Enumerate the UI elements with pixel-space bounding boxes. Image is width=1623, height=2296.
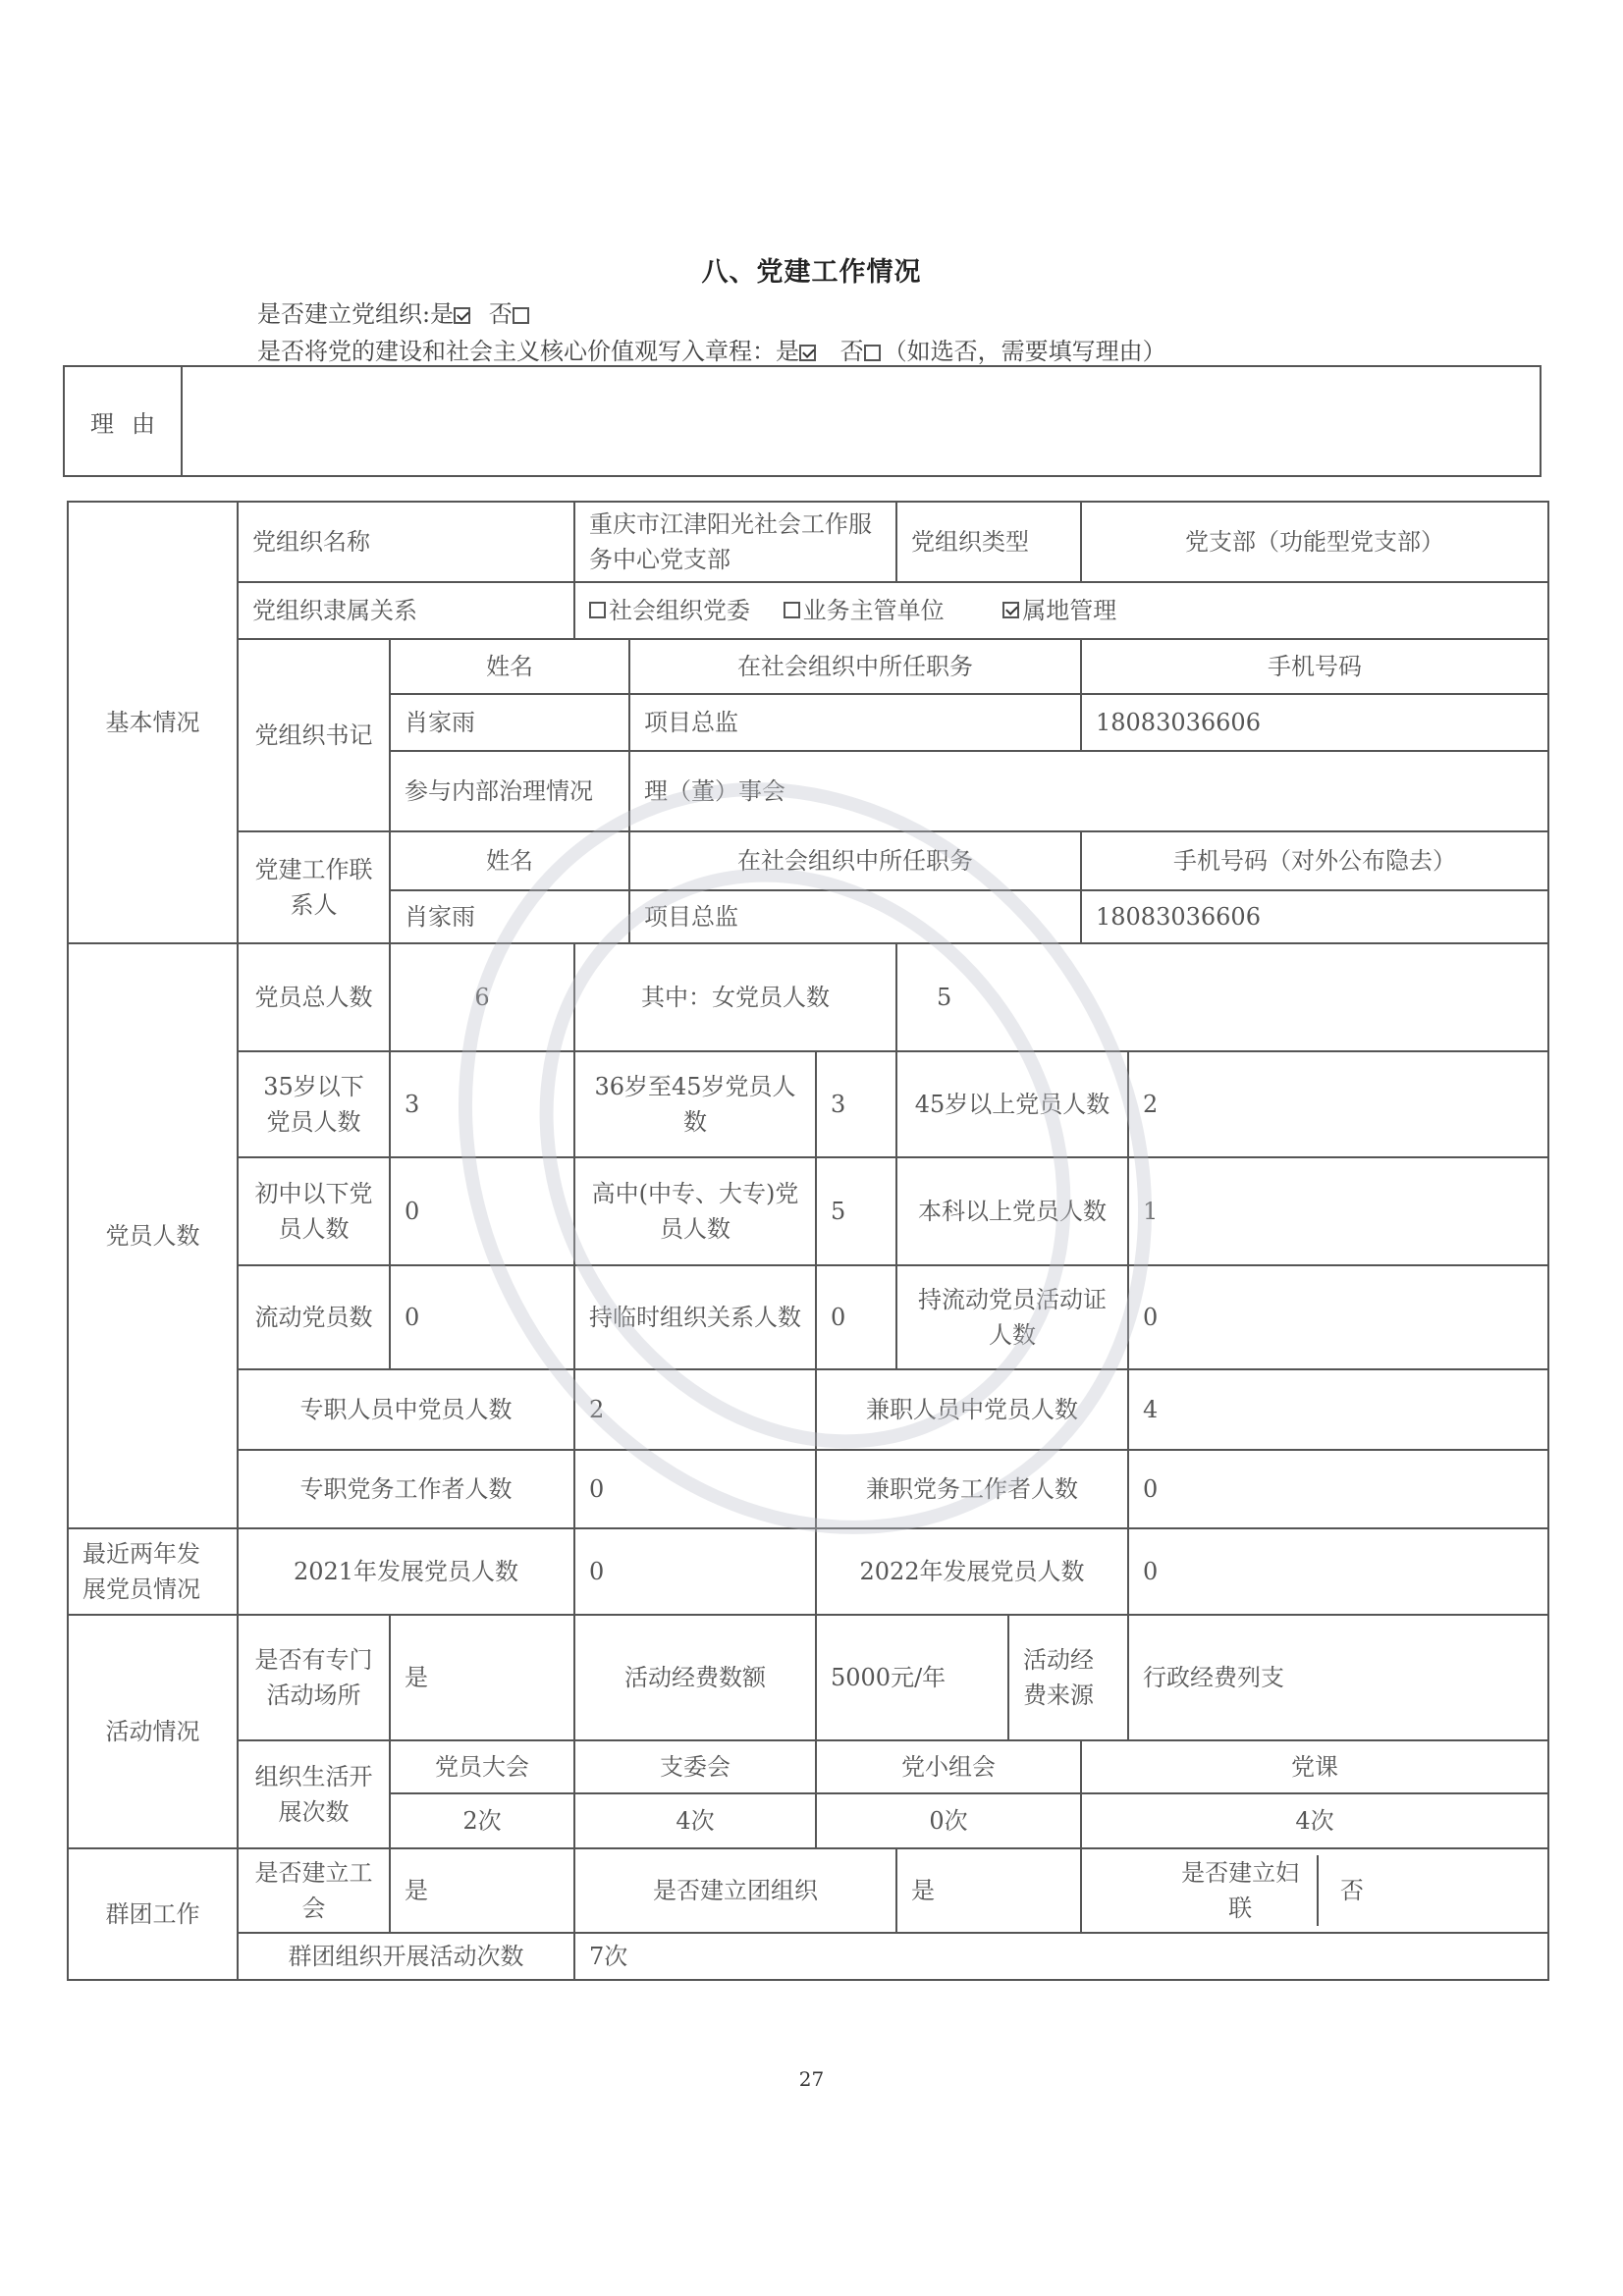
meeting-value-3[interactable]: 0次 — [816, 1793, 1081, 1848]
row-affiliation — [68, 582, 1548, 639]
fulltime-worker-label: 专职党务工作者人数 — [238, 1450, 574, 1528]
org-type-value[interactable]: 党支部（功能型党支部） — [1081, 502, 1548, 582]
row-member-floating — [68, 1265, 1548, 1369]
meeting-value-1[interactable]: 2次 — [390, 1793, 574, 1848]
row-member-age — [68, 1051, 1548, 1157]
parttime-label: 兼职人员中党员人数 — [816, 1369, 1128, 1450]
junior-value[interactable]: 0 — [390, 1157, 574, 1265]
secretary-name[interactable]: 肖家雨 — [390, 694, 629, 751]
affiliation-checkbox-1[interactable] — [589, 602, 606, 618]
reason-box — [63, 365, 1542, 477]
q2-yes-label: 是 — [776, 338, 799, 365]
fulltime-worker-value[interactable]: 0 — [574, 1450, 816, 1528]
question-party-org-label: 是否建立党组织: — [257, 300, 431, 328]
section-title: 八、党建工作情况 — [701, 257, 922, 288]
org-type-label: 党组织类型 — [896, 502, 1081, 582]
age36-45-value[interactable]: 3 — [816, 1051, 896, 1157]
party-building-table — [67, 501, 1549, 1981]
question-party-org — [257, 294, 532, 329]
female-value[interactable]: 5 — [896, 943, 1548, 1051]
governance-label: 参与内部治理情况 — [390, 751, 629, 831]
women-value[interactable]: 否 — [1339, 1877, 1364, 1904]
row-member-workers — [68, 1450, 1548, 1528]
secretary-phone[interactable]: 18083036606 — [1081, 694, 1548, 751]
row-activity-venue — [68, 1615, 1548, 1740]
affiliation-checkbox-3[interactable] — [1002, 602, 1019, 618]
row-org-life-header — [68, 1740, 1548, 1793]
total-label: 党员总人数 — [238, 943, 390, 1051]
q1-yes-label: 是 — [430, 300, 455, 328]
y2022-label: 2022年发展党员人数 — [816, 1528, 1128, 1615]
org-name-value[interactable]: 重庆市江津阳光社会工作服务中心党支部 — [574, 502, 896, 582]
women-label: 是否建立妇联 — [1171, 1855, 1319, 1926]
fulltime-value[interactable]: 2 — [574, 1369, 816, 1450]
secretary-col-phone: 手机号码 — [1081, 639, 1548, 694]
venue-label: 是否有专门活动场所 — [238, 1615, 390, 1740]
contact-name[interactable]: 肖家雨 — [390, 890, 629, 943]
meeting-value-2[interactable]: 4次 — [574, 1793, 816, 1848]
affiliation-label: 党组织隶属关系 — [238, 582, 574, 639]
contact-col-phone: 手机号码（对外公布隐去） — [1081, 831, 1548, 890]
temp-value[interactable]: 0 — [816, 1265, 896, 1369]
bachelor-label: 本科以上党员人数 — [896, 1157, 1128, 1265]
row-member-education — [68, 1157, 1548, 1265]
venue-value[interactable]: 是 — [390, 1615, 574, 1740]
y2021-label: 2021年发展党员人数 — [238, 1528, 574, 1615]
meeting-label-4: 党课 — [1081, 1740, 1548, 1793]
row-secretary-header — [68, 639, 1548, 694]
bachelor-value[interactable]: 1 — [1128, 1157, 1548, 1265]
row-mass-times — [68, 1933, 1548, 1980]
union-value[interactable]: 是 — [390, 1848, 574, 1933]
fulltime-label: 专职人员中党员人数 — [238, 1369, 574, 1450]
mass-times-value[interactable]: 7次 — [574, 1933, 1548, 1980]
affiliation-checkbox-2[interactable] — [784, 602, 800, 618]
q2-note: （如选否，需要填写理由） — [883, 338, 1166, 365]
question-charter — [257, 332, 1166, 366]
reason-label: 理由 — [65, 367, 183, 475]
section-members: 党员人数 — [68, 943, 238, 1528]
total-value[interactable]: 6 — [390, 943, 574, 1051]
temp-label: 持临时组织关系人数 — [574, 1265, 816, 1369]
contact-label: 党建工作联系人 — [238, 831, 390, 943]
meeting-label-3: 党小组会 — [816, 1740, 1081, 1793]
source-value[interactable]: 行政经费列支 — [1128, 1615, 1548, 1740]
women-label-and-value — [1081, 1848, 1548, 1933]
org-life-label: 组织生活开展次数 — [238, 1740, 390, 1848]
affiliation-option-3[interactable]: 属地管理 — [1002, 593, 1116, 628]
floating-value[interactable]: 0 — [390, 1265, 574, 1369]
union-label: 是否建立工会 — [238, 1848, 390, 1933]
section-development: 最近两年发展党员情况 — [68, 1528, 238, 1615]
certificate-label: 持流动党员活动证人数 — [896, 1265, 1128, 1369]
floating-label: 流动党员数 — [238, 1265, 390, 1369]
question-charter-label: 是否将党的建设和社会主义核心价值观写入章程： — [257, 338, 776, 365]
over45-label: 45岁以上党员人数 — [896, 1051, 1128, 1157]
q1-no-label: 否 — [488, 300, 513, 328]
section-basic: 基本情况 — [68, 502, 238, 943]
row-contact-header — [68, 831, 1548, 890]
affiliation-option-1[interactable]: 社会组织党委 — [589, 593, 750, 628]
female-label: 其中：女党员人数 — [574, 943, 896, 1051]
q2-yes-checkbox[interactable] — [799, 345, 816, 361]
row-member-fulltime — [68, 1369, 1548, 1450]
meeting-label-2: 支委会 — [574, 1740, 816, 1793]
row-development — [68, 1528, 1548, 1615]
section-activity: 活动情况 — [68, 1615, 238, 1848]
certificate-value[interactable]: 0 — [1128, 1265, 1548, 1369]
affiliation-option-2[interactable]: 业务主管单位 — [784, 593, 945, 628]
under35-value[interactable]: 3 — [390, 1051, 574, 1157]
q1-no-checkbox[interactable] — [513, 307, 529, 324]
governance-value[interactable]: 理（董）事会 — [629, 751, 1548, 831]
y2021-value[interactable]: 0 — [574, 1528, 816, 1615]
q2-no-checkbox[interactable] — [864, 345, 881, 361]
meeting-label-1: 党员大会 — [390, 1740, 574, 1793]
source-label: 活动经费来源 — [1008, 1615, 1128, 1740]
row-mass-org — [68, 1848, 1548, 1933]
secretary-label: 党组织书记 — [238, 639, 390, 831]
contact-position[interactable]: 项目总监 — [629, 890, 1081, 943]
parttime-worker-value[interactable]: 0 — [1128, 1450, 1548, 1528]
over45-value[interactable]: 2 — [1128, 1051, 1548, 1157]
row-org-name — [68, 502, 1548, 582]
senior-value[interactable]: 5 — [816, 1157, 896, 1265]
secretary-position[interactable]: 项目总监 — [629, 694, 1081, 751]
contact-phone[interactable]: 18083036606 — [1081, 890, 1548, 943]
q1-yes-checkbox[interactable] — [454, 307, 470, 324]
junior-label: 初中以下党员人数 — [238, 1157, 390, 1265]
q2-no-label: 否 — [839, 338, 864, 365]
row-member-total — [68, 943, 1548, 1051]
meeting-value-4[interactable]: 4次 — [1081, 1793, 1548, 1848]
parttime-value[interactable]: 4 — [1128, 1369, 1548, 1450]
fund-value[interactable]: 5000元/年 — [816, 1615, 1008, 1740]
contact-col-position: 在社会组织中所任职务 — [629, 831, 1081, 890]
org-name-label: 党组织名称 — [238, 502, 574, 582]
senior-label: 高中(中专、大专)党员人数 — [574, 1157, 816, 1265]
section-mass: 群团工作 — [68, 1848, 238, 1980]
age36-45-label: 36岁至45岁党员人数 — [574, 1051, 816, 1157]
contact-col-name: 姓名 — [390, 831, 629, 890]
mass-times-label: 群团组织开展活动次数 — [238, 1933, 574, 1980]
secretary-col-position: 在社会组织中所任职务 — [629, 639, 1081, 694]
affiliation-options — [574, 582, 1548, 639]
under35-label: 35岁以下党员人数 — [238, 1051, 390, 1157]
youth-label: 是否建立团组织 — [574, 1848, 896, 1933]
y2022-value[interactable]: 0 — [1128, 1528, 1548, 1615]
youth-value[interactable]: 是 — [896, 1848, 1081, 1933]
fund-label: 活动经费数额 — [574, 1615, 816, 1740]
secretary-col-name: 姓名 — [390, 639, 629, 694]
page-number: 27 — [798, 2067, 825, 2091]
parttime-worker-label: 兼职党务工作者人数 — [816, 1450, 1128, 1528]
